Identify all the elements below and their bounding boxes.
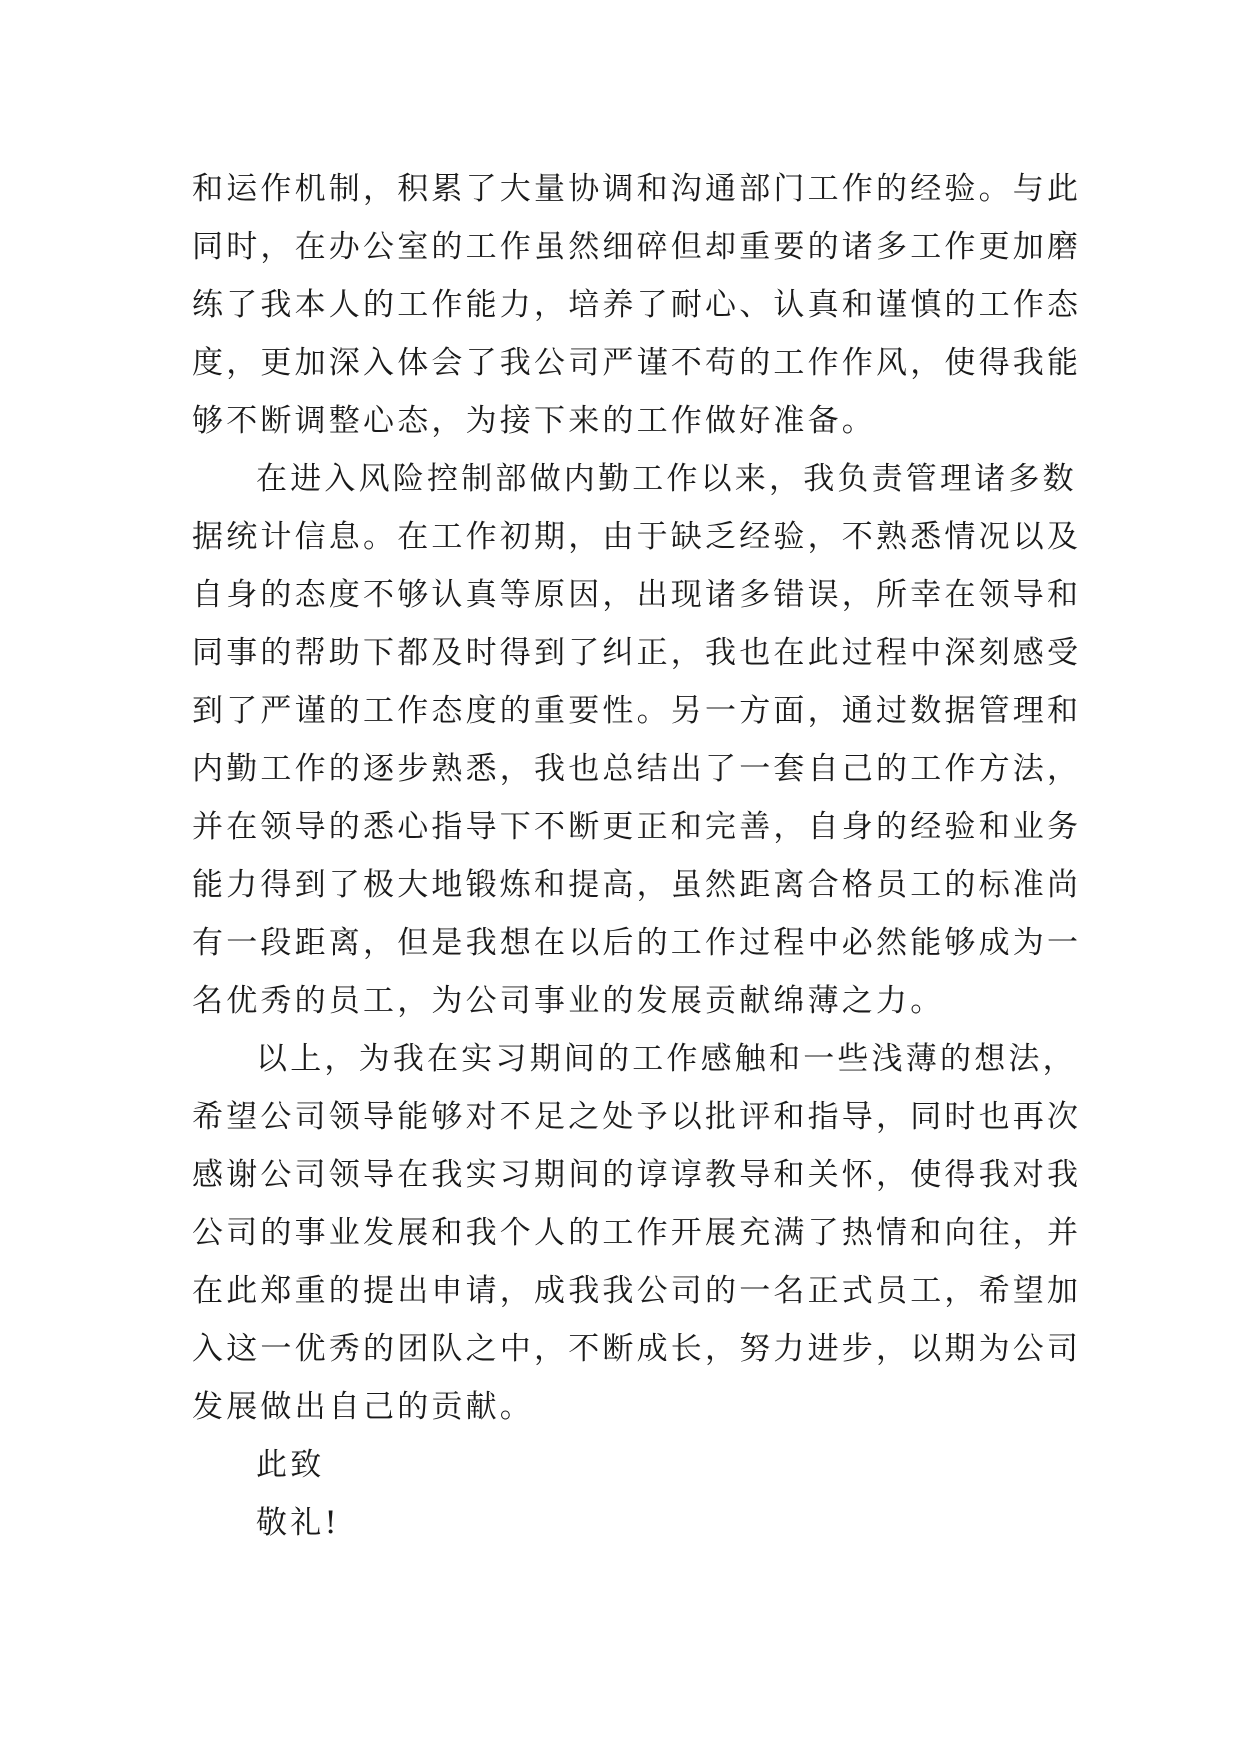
text-line: 练了我本人的工作能力，培养了耐心、认真和谨慎的工作态 <box>192 287 1082 323</box>
closing-regards: 敬礼! <box>256 1505 341 1541</box>
text-line: 在进入风险控制部做内勤工作以来，我负责管理诸多数 <box>256 461 1077 497</box>
text-line: 希望公司领导能够对不足之处予以批评和指导，同时也再次 <box>192 1099 1082 1135</box>
text-line: 度，更加深入体会了我公司严谨不苟的工作作风，使得我能 <box>192 345 1082 381</box>
text-line: 入这一优秀的团队之中，不断成长，努力进步，以期为公司 <box>192 1331 1082 1367</box>
text-line: 以上，为我在实习期间的工作感触和一些浅薄的想法， <box>256 1041 1077 1077</box>
letter-body <box>192 160 1082 1552</box>
text-line: 公司的事业发展和我个人的工作开展充满了热情和向往，并 <box>192 1215 1082 1251</box>
text-line: 到了严谨的工作态度的重要性。另一方面，通过数据管理和 <box>192 693 1082 729</box>
text-line: 同事的帮助下都及时得到了纠正，我也在此过程中深刻感受 <box>192 635 1082 671</box>
text-line: 据统计信息。在工作初期，由于缺乏经验，不熟悉情况以及 <box>192 519 1082 555</box>
text-line: 够不断调整心态，为接下来的工作做好准备。 <box>192 403 876 439</box>
text-line: 自身的态度不够认真等原因，出现诸多错误，所幸在领导和 <box>192 577 1082 613</box>
text-line: 感谢公司领导在我实习期间的谆谆教导和关怀，使得我对我 <box>192 1157 1082 1193</box>
text-line: 能力得到了极大地锻炼和提高，虽然距离合格员工的标准尚 <box>192 867 1082 903</box>
text-line: 并在领导的悉心指导下不断更正和完善，自身的经验和业务 <box>192 809 1082 845</box>
text-line: 内勤工作的逐步熟悉，我也总结出了一套自己的工作方法， <box>192 751 1082 787</box>
text-line: 有一段距离，但是我想在以后的工作过程中必然能够成为一 <box>192 925 1082 961</box>
text-line: 和运作机制，积累了大量协调和沟通部门工作的经验。与此 <box>192 171 1082 207</box>
closing-salutation: 此致 <box>256 1447 325 1483</box>
text-line: 在此郑重的提出申请，成我我公司的一名正式员工，希望加 <box>192 1273 1082 1309</box>
text-line: 名优秀的员工，为公司事业的发展贡献绵薄之力。 <box>192 983 945 1019</box>
text-line: 发展做出自己的贡献。 <box>192 1389 534 1425</box>
text-line: 同时，在办公室的工作虽然细碎但却重要的诸多工作更加磨 <box>192 229 1082 265</box>
